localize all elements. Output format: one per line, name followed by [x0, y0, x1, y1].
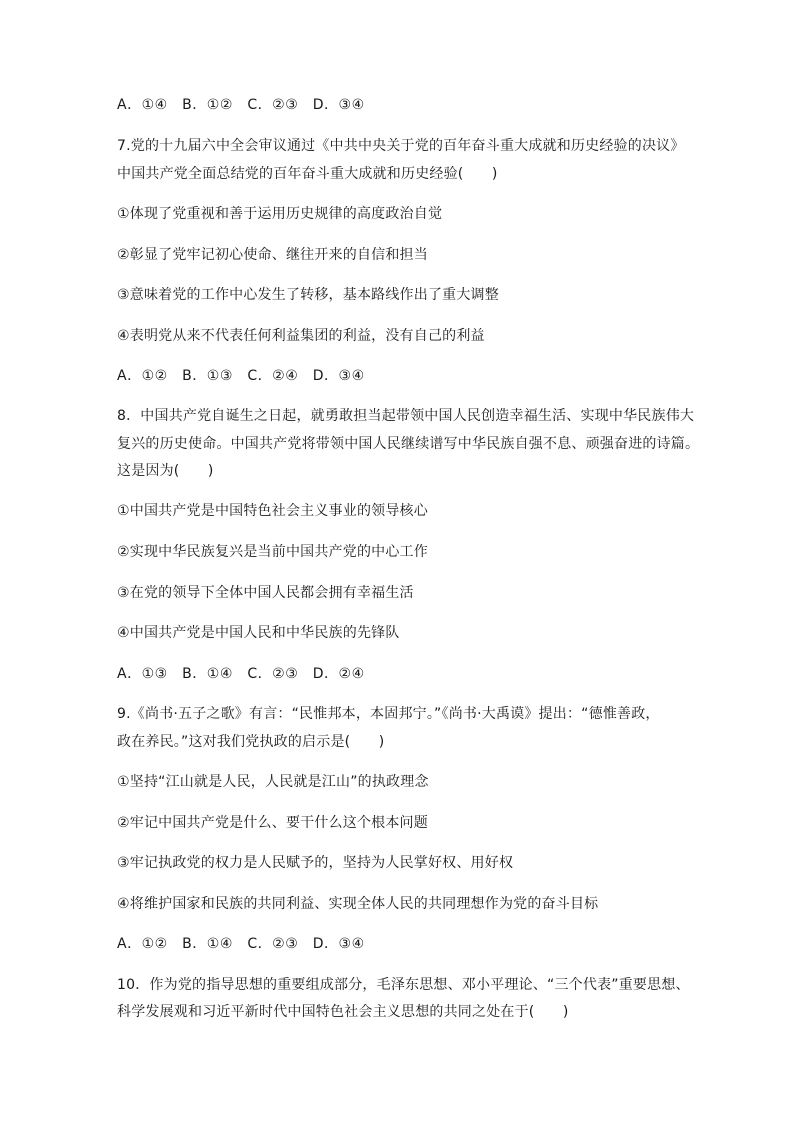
- q7-stem-line-1: 7.党的十九届六中全会审议通过《中共中央关于党的百年奋斗重大成就和历史经验的决议》: [117, 138, 685, 154]
- q8-statement-4: ④中国共产党是中国人民和中华民族的先锋队: [117, 625, 400, 641]
- q9-options: A．①② B．①④ C．②③ D．③④: [117, 936, 365, 952]
- q10-stem-line-2: 科学发展观和习近平新时代中国特色社会主义思想的共同之处在于( ): [117, 1004, 569, 1020]
- q7-statement-3: ③意味着党的工作中心发生了转移，基本路线作出了重大调整: [117, 287, 499, 303]
- q9-stem-line-2: 政在养民。”这对我们党执政的启示是( ): [117, 734, 385, 750]
- q7-statement-2: ②彰显了党牢记初心使命、继往开来的自信和担当: [117, 247, 428, 263]
- q9-statement-1: ①坚持“江山就是人民，人民就是江山”的执政理念: [117, 774, 429, 790]
- q7-options: A．①② B．①③ C．②④ D．③④: [117, 368, 365, 384]
- q10-stem-line-1: 10．作为党的指导思想的重要组成部分，毛泽东思想、邓小平理论、“三个代表”重要思想、: [117, 977, 690, 993]
- q8-statement-1: ①中国共产党是中国特色社会主义事业的领导核心: [117, 503, 428, 519]
- q7-stem-line-2: 中国共产党全面总结党的百年奋斗重大成就和历史经验( ): [117, 166, 498, 182]
- q9-statement-2: ②牢记中国共产党是什么、要干什么这个根本问题: [117, 815, 428, 831]
- q8-options: A．①③ B．①④ C．②③ D．②④: [117, 666, 365, 682]
- q8-statement-2: ②实现中华民族复兴是当前中国共产党的中心工作: [117, 544, 428, 560]
- q7-statement-4: ④表明党从来不代表任何利益集团的利益，没有自己的利益: [117, 328, 485, 344]
- q7-statement-1: ①体现了党重视和善于运用历史规律的高度政治自觉: [117, 206, 443, 222]
- q8-stem-line-3: 这是因为( ): [117, 463, 214, 479]
- prev-question-options: A．①④ B．①② C．②③ D．③④: [117, 97, 365, 113]
- q9-stem-line-1: 9.《尚书·五子之歌》有言：“民惟邦本，本固邦宁。”《尚书·大禹谟》提出：“德惟善政，: [117, 706, 660, 722]
- q8-statement-3: ③在党的领导下全体中国人民都会拥有幸福生活: [117, 585, 414, 601]
- q9-statement-3: ③牢记执政党的权力是人民赋予的，坚持为人民掌好权、用好权: [117, 855, 514, 871]
- q8-stem-line-2: 复兴的历史使命。中国共产党将带领中国人民继续谱写中华民族自强不息、顽强奋进的诗篇。: [117, 436, 700, 452]
- q9-statement-4: ④将维护国家和民族的共同利益、实现全体人民的共同理想作为党的奋斗目标: [117, 896, 599, 912]
- q8-stem-line-1: 8．中国共产党自诞生之日起，就勇敢担当起带领中国人民创造幸福生活、实现中华民族伟大: [117, 408, 695, 424]
